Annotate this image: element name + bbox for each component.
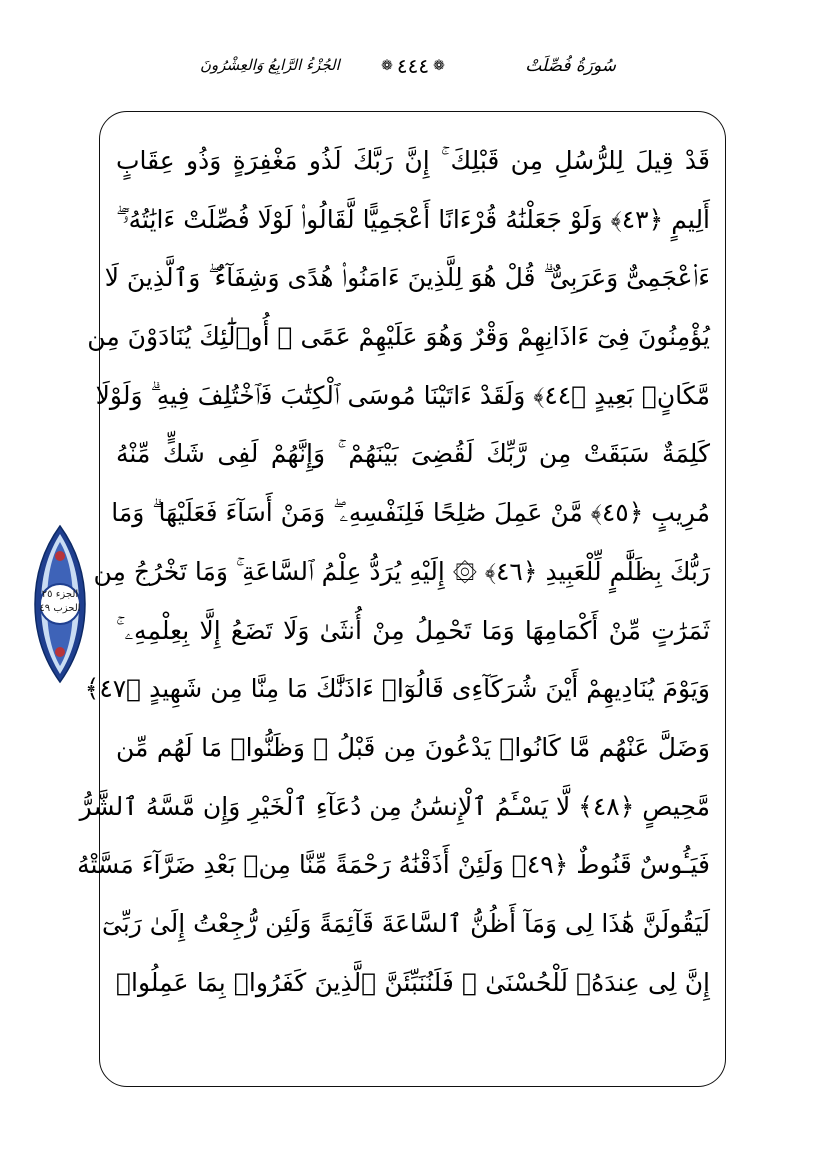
ornament-label bbox=[33, 588, 87, 616]
text-line: يُؤْمِنُونَ فِىٓ ءَاذَانِهِمْ وَقْرٌ وَهُوَ عَلَيْهِمْ عَمًى ۚ أُو۟لَٰٓئِكَ يُنَادَوْنَ مِن bbox=[87, 322, 710, 352]
page-number-group bbox=[381, 54, 445, 78]
text-line: فَيَـُٔوسٌ قَنُوطٌ ﴿٤٩﴾ وَلَئِنْ أَذَقْنَٰهُ رَحْمَةً مِّنَّا مِنۢ بَعْدِ ضَرَّآءَ مَسَّتْهُ bbox=[77, 850, 710, 880]
ornament-bracket-icon: ❁ bbox=[433, 58, 445, 74]
text-line: ثَمَرَٰتٍ مِّنْ أَكْمَامِهَا وَمَا تَحْمِلُ مِنْ أُنثَىٰ وَلَا تَضَعُ إِلَّا بِعِلْمِهِۦ ۚ bbox=[116, 615, 710, 645]
juz-title: الجُزْءُ الرَّابِعُ وَالعِشْرُونَ bbox=[200, 56, 340, 74]
text-line: أَلِيمٍ ﴿٤٣﴾ وَلَوْ جَعَلْنَٰهُ قُرْءَانًا أَعْجَمِيًّا لَّقَالُوا۟ لَوْلَا فُصِّلَتْ ءَايَٰتُهُۥٓ ۖ bbox=[116, 204, 711, 234]
text-line: لَيَقُولَنَّ هَٰذَا لِى وَمَآ أَظُنُّ ٱلسَّاعَةَ قَآئِمَةً وَلَئِن رُّجِعْتُ إِلَىٰ رَبِّىٓ bbox=[101, 908, 710, 938]
text-line: كَلِمَةٌ سَبَقَتْ مِن رَّبِّكَ لَقُضِىَ بَيْنَهُمْ ۚ وَإِنَّهُمْ لَفِى شَكٍّ مِّنْهُ bbox=[116, 439, 710, 469]
text-line: ءَا۬عْجَمِىٌّ وَعَرَبِىٌّ ۗ قُلْ هُوَ لِلَّذِينَ ءَامَنُوا۟ هُدًى وَشِفَآءٌ ۖ وَٱلَّذِينَ لَا bbox=[104, 263, 710, 293]
quran-text-block bbox=[77, 132, 711, 1072]
text-line: قَدْ قِيلَ لِلرُّسُلِ مِن قَبْلِكَ ۚ إِنَّ رَبَّكَ لَذُو مَغْفِرَةٍ وَذُو عِقَابٍ bbox=[116, 146, 710, 175]
hizb-marker-ornament bbox=[33, 524, 87, 684]
text-line: مَّحِيصٍ ﴿٤٨﴾ لَّا يَسْـَٔمُ ٱلْإِنسَٰنُ مِن دُعَآءِ ٱلْخَيْرِ وَإِن مَّسَّهُ ٱلشَّرُّ bbox=[79, 791, 710, 821]
text-line: وَيَوْمَ يُنَادِيهِمْ أَيْنَ شُرَكَآءِى قَالُوٓا۟ ءَاذَنَّٰكَ مَا مِنَّا مِن شَهِيدٍ ﴿٤٧﴾ bbox=[84, 674, 710, 704]
text-line: وَضَلَّ عَنْهُم مَّا كَانُوا۟ يَدْعُونَ مِن قَبْلُ ۖ وَظَنُّوا۟ مَا لَهُم مِّن bbox=[116, 732, 710, 762]
text-line: مُرِيبٍ ﴿٤٥﴾ مَّنْ عَمِلَ صَٰلِحًا فَلِنَفْسِهِۦ ۖ وَمَنْ أَسَآءَ فَعَلَيْهَا ۗ وَمَا bbox=[111, 498, 710, 528]
hizb-label: الحزب ٤٩ bbox=[39, 603, 81, 614]
page-header bbox=[0, 52, 826, 88]
page-number: ٤٤٤ bbox=[396, 54, 430, 78]
text-line: رَبُّكَ بِظَلَّٰمٍ لِّلْعَبِيدِ ﴿٤٦﴾ ۞ إِلَيْهِ يُرَدُّ عِلْمُ ٱلسَّاعَةِ ۚ وَمَا تَخْرُجُ مِن bbox=[93, 556, 710, 586]
text-line: مَّكَانٍۭ بَعِيدٍ ﴿٤٤﴾ وَلَقَدْ ءَاتَيْنَا مُوسَى ٱلْكِتَٰبَ فَٱخْتُلِفَ فِيهِ ۗ وَلَوْلَا bbox=[95, 380, 710, 410]
juz-label: الجزء ٢٥ bbox=[41, 589, 79, 600]
ornament-bracket-icon: ❁ bbox=[381, 58, 393, 74]
surah-title: سُورَةُ فُصِّلَتْ bbox=[525, 56, 616, 76]
text-line: إِنَّ لِى عِندَهُۥ لَلْحُسْنَىٰ ۚ فَلَنُنَبِّئَنَّ ٱلَّذِينَ كَفَرُوا۟ بِمَا عَمِلُوا۟ bbox=[116, 967, 710, 997]
